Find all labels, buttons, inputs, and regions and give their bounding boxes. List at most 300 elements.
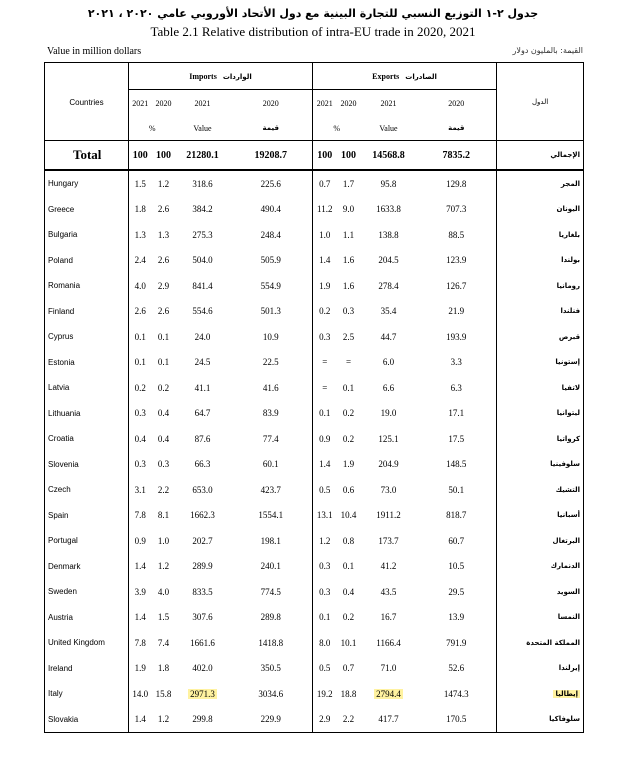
exp-val-2020-cell bbox=[417, 197, 497, 223]
exp-pct-2020-cell bbox=[337, 197, 361, 223]
exp-val-2020-cell bbox=[417, 324, 497, 350]
country-name-en: Spain bbox=[48, 510, 69, 520]
imp-pct-2021: 2.4 bbox=[134, 255, 146, 266]
exp-val-2021-cell bbox=[361, 248, 417, 274]
table-row bbox=[45, 248, 584, 274]
imp-pct-2021-cell bbox=[129, 579, 152, 605]
country-name-en: Finland bbox=[48, 306, 75, 316]
total-exp-val-2021: 14568.8 bbox=[361, 141, 417, 171]
exp-val-2021-cell bbox=[361, 197, 417, 223]
country-name-ar: بولندا bbox=[561, 256, 581, 265]
exp-pct-2020: 10.4 bbox=[340, 510, 357, 521]
exp-val-2021: 6.0 bbox=[382, 357, 395, 368]
country-name-ar: سلوفاكيا bbox=[549, 715, 581, 724]
country-name-ar-cell bbox=[497, 681, 584, 707]
exp-pct-2021: 0.7 bbox=[319, 178, 331, 189]
imp-year-2021: 2021 bbox=[129, 90, 152, 117]
imports-header-en: Imports bbox=[189, 71, 217, 81]
imp-pct-2021: 1.4 bbox=[134, 612, 146, 623]
imp-pct-2021: 0.3 bbox=[134, 459, 146, 470]
exp-pct-2021: 1.9 bbox=[319, 280, 331, 291]
country-name-en-cell bbox=[45, 273, 129, 299]
imp-pct-2021-cell bbox=[129, 554, 152, 580]
total-imp-val-2021: 21280.1 bbox=[176, 141, 230, 171]
exp-pct-2020: 1.6 bbox=[342, 255, 355, 266]
exp-val-2021: 204.9 bbox=[378, 459, 399, 470]
exp-pct-2020: 9.0 bbox=[342, 204, 355, 215]
country-name-ar: المملكة المتحدة bbox=[526, 638, 581, 647]
imp-pct-2021: 3.9 bbox=[134, 586, 146, 597]
country-name-en: Croatia bbox=[48, 434, 74, 444]
exp-pct-2021: 0.5 bbox=[319, 663, 331, 674]
exp-val-2020: 50.1 bbox=[448, 484, 465, 495]
country-name-ar-cell bbox=[497, 656, 584, 682]
imp-pct-2021-cell bbox=[129, 248, 152, 274]
imp-val-2021-cell bbox=[176, 477, 230, 503]
exp-pct-2021: 1.4 bbox=[319, 459, 331, 470]
exp-pct-2020-cell bbox=[337, 170, 361, 197]
exp-val-2021-cell bbox=[361, 477, 417, 503]
exp-val-2021: 173.7 bbox=[378, 535, 399, 546]
exp-val-2021: 44.7 bbox=[380, 331, 397, 342]
exp-val-2020-cell bbox=[417, 452, 497, 478]
exp-val-2020-cell bbox=[417, 401, 497, 427]
exp-val-2021-cell bbox=[361, 707, 417, 733]
exp-pct-2020-cell bbox=[337, 605, 361, 631]
imp-pct-2020: 8.1 bbox=[157, 510, 170, 521]
imp-val-2020-cell bbox=[230, 299, 313, 325]
total-imp-pct-2021: 100 bbox=[129, 141, 152, 171]
imp-pct-2021: 1.3 bbox=[134, 229, 146, 240]
exp-pct-2021-cell bbox=[313, 324, 337, 350]
table-row bbox=[45, 324, 584, 350]
country-name-en: Estonia bbox=[48, 357, 75, 367]
exp-val-2020-cell bbox=[417, 222, 497, 248]
exp-pct-2021: 0.1 bbox=[319, 612, 331, 623]
country-name-en: Romania bbox=[48, 281, 81, 291]
imp-val-2021: 384.2 bbox=[192, 204, 213, 215]
country-name-ar-cell bbox=[497, 299, 584, 325]
country-name-ar-cell bbox=[497, 197, 584, 223]
exp-pct-2021-cell bbox=[313, 273, 337, 299]
imp-pct-2020-cell bbox=[152, 605, 176, 631]
country-name-en-cell bbox=[45, 375, 129, 401]
exp-pct-2021-cell bbox=[313, 401, 337, 427]
exp-val-2021-cell bbox=[361, 375, 417, 401]
imp-pct-2020: 1.2 bbox=[157, 561, 170, 572]
imp-val-2020-cell bbox=[230, 197, 313, 223]
imp-pct-2021-cell bbox=[129, 375, 152, 401]
country-name-ar-cell bbox=[497, 605, 584, 631]
imp-val-2020: 248.4 bbox=[260, 229, 281, 240]
exp-val-2021-cell bbox=[361, 426, 417, 452]
exp-pct-2020: 18.8 bbox=[340, 688, 357, 699]
imp-val-2020: 289.8 bbox=[260, 612, 281, 623]
imp-pct-2021-cell bbox=[129, 630, 152, 656]
exp-pct-2020: 1.6 bbox=[342, 280, 355, 291]
imp-val-2021-cell bbox=[176, 299, 230, 325]
total-exp-pct-2020: 100 bbox=[337, 141, 361, 171]
imp-pct-2020: 2.6 bbox=[157, 204, 170, 215]
country-name-ar: اليونان bbox=[556, 205, 581, 214]
exp-val-2021: 1911.2 bbox=[376, 510, 401, 521]
exp-pct-2021-cell bbox=[313, 477, 337, 503]
imp-val-2021-cell bbox=[176, 273, 230, 299]
imp-pct-2021-cell bbox=[129, 477, 152, 503]
country-name-en: Lithuania bbox=[48, 408, 81, 418]
table-row bbox=[45, 681, 584, 707]
exp-val-2020: 21.9 bbox=[448, 306, 465, 317]
exp-val-2020-cell bbox=[417, 579, 497, 605]
exp-pct-2020-cell bbox=[337, 528, 361, 554]
exp-pct-2021: 0.3 bbox=[319, 561, 331, 572]
imp-pct-2021: 7.8 bbox=[134, 510, 146, 521]
imp-val-2021-cell bbox=[176, 579, 230, 605]
exp-val-2021: 71.0 bbox=[380, 663, 397, 674]
country-name-en-cell bbox=[45, 426, 129, 452]
imp-pct-2021-cell bbox=[129, 707, 152, 733]
country-name-ar: إيطاليا bbox=[555, 689, 579, 698]
exp-pct-2020-cell bbox=[337, 273, 361, 299]
imp-pct-2021: 1.8 bbox=[134, 204, 146, 215]
imp-pct-2020-cell bbox=[152, 299, 176, 325]
exp-val-2021: 417.7 bbox=[378, 714, 399, 725]
imp-val-2020-cell bbox=[230, 248, 313, 274]
exp-val-2020: 88.5 bbox=[448, 229, 465, 240]
imp-pct-2021: 0.4 bbox=[134, 433, 146, 444]
exp-val-2021-cell bbox=[361, 324, 417, 350]
imp-val-2021: 307.6 bbox=[192, 612, 213, 623]
exp-val-2020: 52.6 bbox=[448, 663, 465, 674]
imp-pct-2020-cell bbox=[152, 477, 176, 503]
exp-pct-2021-cell bbox=[313, 452, 337, 478]
exp-pct-2020: 0.2 bbox=[342, 612, 355, 623]
exp-val-2021: 43.5 bbox=[380, 586, 397, 597]
imp-val-2021: 554.6 bbox=[192, 306, 213, 317]
country-name-en: Ireland bbox=[48, 663, 73, 673]
imp-val-2020-cell bbox=[230, 630, 313, 656]
imp-pct-2020-cell bbox=[152, 222, 176, 248]
imp-pct-2021: 0.3 bbox=[134, 408, 146, 419]
country-name-en-cell bbox=[45, 681, 129, 707]
imp-val-2020: 3034.6 bbox=[258, 688, 284, 699]
table-row bbox=[45, 477, 584, 503]
exp-val-2020: 60.7 bbox=[448, 535, 465, 546]
imp-pct-2020: 0.4 bbox=[157, 433, 170, 444]
country-name-en: Latvia bbox=[48, 383, 70, 393]
imp-pct-2021-cell bbox=[129, 299, 152, 325]
total-imp-val-2020: 19208.7 bbox=[230, 141, 313, 171]
exp-val-2020-cell bbox=[417, 681, 497, 707]
exp-pct-2021: 0.3 bbox=[319, 586, 331, 597]
exp-val-2020: 791.9 bbox=[446, 637, 467, 648]
table-row bbox=[45, 197, 584, 223]
table-row bbox=[45, 222, 584, 248]
country-name-ar: إيرلندا bbox=[558, 664, 581, 673]
exp-pct-2021-cell bbox=[313, 170, 337, 197]
exp-pct-2020: 0.1 bbox=[342, 382, 355, 393]
country-name-en-cell bbox=[45, 324, 129, 350]
exp-val-2021: 1633.8 bbox=[376, 204, 401, 215]
exp-pct-2021-cell bbox=[313, 248, 337, 274]
exp-pct-2020-cell bbox=[337, 681, 361, 707]
exp-pct-2020-cell bbox=[337, 503, 361, 529]
imp-val-2021-cell bbox=[176, 248, 230, 274]
exp-pct-2020: 0.4 bbox=[342, 586, 355, 597]
imp-val-2020: 22.5 bbox=[262, 357, 279, 368]
imp-val-2020: 490.4 bbox=[260, 204, 281, 215]
exp-pct-2020-cell bbox=[337, 426, 361, 452]
exp-val-2021: 125.1 bbox=[378, 433, 399, 444]
imp-pct-2020: 1.3 bbox=[157, 229, 170, 240]
imp-val-2020: 229.9 bbox=[260, 714, 281, 725]
total-row bbox=[45, 141, 584, 171]
table-row bbox=[45, 375, 584, 401]
imp-val-2021: 64.7 bbox=[194, 408, 211, 419]
imp-pct-2021-cell bbox=[129, 401, 152, 427]
exp-val-2021: 278.4 bbox=[378, 280, 399, 291]
exp-pct-2021: 0.3 bbox=[319, 331, 331, 342]
exp-val-2020: 123.9 bbox=[446, 255, 467, 266]
country-name-en: Czech bbox=[48, 485, 71, 495]
exp-pct-2021: 0.1 bbox=[319, 408, 331, 419]
exp-pct-2020-cell bbox=[337, 579, 361, 605]
exp-val-2020: 126.7 bbox=[446, 280, 467, 291]
exp-val-2020-cell bbox=[417, 170, 497, 197]
exp-pct-2021: 11.2 bbox=[317, 204, 333, 215]
exp-val-2021-cell bbox=[361, 452, 417, 478]
exp-pct-2021-cell bbox=[313, 605, 337, 631]
country-name-en: Portugal bbox=[48, 536, 78, 546]
country-name-ar-cell bbox=[497, 477, 584, 503]
exp-val-2021-cell bbox=[361, 579, 417, 605]
country-name-en-cell bbox=[45, 528, 129, 554]
imp-pct-2020-cell bbox=[152, 401, 176, 427]
exp-pct-2021: 0.2 bbox=[319, 306, 331, 317]
exp-pct-2021-cell bbox=[313, 707, 337, 733]
country-name-en-cell bbox=[45, 477, 129, 503]
country-name-ar-cell bbox=[497, 554, 584, 580]
exp-pct-2021-cell bbox=[313, 656, 337, 682]
imp-val-2020: 41.6 bbox=[262, 382, 279, 393]
imp-val-2021: 318.6 bbox=[192, 178, 213, 189]
country-name-ar: النمسا bbox=[557, 613, 581, 622]
country-name-ar: رومانيا bbox=[556, 281, 581, 290]
unit-label-english: Value in million dollars bbox=[47, 46, 142, 57]
exp-val-2020-cell bbox=[417, 503, 497, 529]
imp-val-2020: 10.9 bbox=[262, 331, 279, 342]
exp-pct-2021-cell bbox=[313, 528, 337, 554]
exp-val-2021-cell bbox=[361, 681, 417, 707]
exp-val-2020: 6.3 bbox=[450, 382, 462, 393]
country-name-en-cell bbox=[45, 401, 129, 427]
exp-val-2021-cell bbox=[361, 503, 417, 529]
imp-pct-2020-cell bbox=[152, 273, 176, 299]
imp-val-2020: 554.9 bbox=[260, 280, 281, 291]
imp-val-2021-cell bbox=[176, 324, 230, 350]
imp-pct-2020: 7.4 bbox=[157, 637, 170, 648]
imp-val-2021-cell bbox=[176, 503, 230, 529]
country-name-ar-cell bbox=[497, 401, 584, 427]
exp-val-2020: 148.5 bbox=[446, 459, 467, 470]
exp-val-2020-cell bbox=[417, 350, 497, 376]
imp-pct-2020-cell bbox=[152, 503, 176, 529]
exp-val-2020: 707.3 bbox=[446, 204, 467, 215]
imp-pct-2020-cell bbox=[152, 630, 176, 656]
imp-pct-2020-cell bbox=[152, 248, 176, 274]
exp-pct-2020: 10.1 bbox=[340, 637, 357, 648]
exp-val-2021-cell bbox=[361, 528, 417, 554]
exp-val-2021: 204.5 bbox=[378, 255, 399, 266]
exp-pct-2020-cell bbox=[337, 707, 361, 733]
imp-value-header: Value bbox=[193, 123, 212, 133]
total-exp-pct-2021: 100 bbox=[313, 141, 337, 171]
imp-val-2021-cell bbox=[176, 528, 230, 554]
table-row bbox=[45, 503, 584, 529]
imp-pct-2020: 15.8 bbox=[155, 688, 172, 699]
total-label: Total bbox=[45, 141, 129, 171]
exp-pct-2020-cell bbox=[337, 324, 361, 350]
exp-pct-2020-cell bbox=[337, 222, 361, 248]
imp-pct-2020: 1.2 bbox=[157, 178, 170, 189]
imp-val-2021: 87.6 bbox=[194, 433, 211, 444]
exp-pct-2021: 13.1 bbox=[316, 510, 333, 521]
country-name-ar-cell bbox=[497, 375, 584, 401]
country-name-en-cell bbox=[45, 630, 129, 656]
imp-val-2020: 240.1 bbox=[260, 561, 281, 572]
table-row bbox=[45, 656, 584, 682]
imp-pct-2020-cell bbox=[152, 324, 176, 350]
total-label-ar: الإجمالي bbox=[497, 141, 584, 171]
exp-pct-2020: 2.2 bbox=[342, 714, 355, 725]
imp-val-2020: 60.1 bbox=[262, 459, 279, 470]
country-name-ar-cell bbox=[497, 222, 584, 248]
exp-pct-2021: 1.2 bbox=[319, 535, 331, 546]
countries-header: Countries bbox=[69, 97, 104, 107]
exp-pct-2021-cell bbox=[313, 222, 337, 248]
imp-val-2021-cell bbox=[176, 681, 230, 707]
exp-val-2021-cell bbox=[361, 222, 417, 248]
exp-pct-2020: 0.7 bbox=[342, 663, 355, 674]
exp-val-2020: 17.1 bbox=[448, 408, 465, 419]
exp-pct-2020: 0.3 bbox=[342, 306, 355, 317]
imp-val-2021-cell bbox=[176, 350, 230, 376]
exp-pct-2020: 2.5 bbox=[342, 331, 355, 342]
country-name-ar: لاتفيا bbox=[561, 383, 581, 392]
imp-pct-2020: 4.0 bbox=[157, 586, 170, 597]
country-name-ar-cell bbox=[497, 707, 584, 733]
exp-value-header: Value bbox=[379, 123, 398, 133]
table-row bbox=[45, 707, 584, 733]
imp-val-2020: 83.9 bbox=[262, 408, 279, 419]
imp-val-2021: 841.4 bbox=[192, 280, 213, 291]
country-name-en-cell bbox=[45, 222, 129, 248]
table-row bbox=[45, 579, 584, 605]
exp-val-2020: 3.3 bbox=[450, 357, 462, 368]
imp-val-2020-cell bbox=[230, 681, 313, 707]
exp-val-2021-cell bbox=[361, 554, 417, 580]
country-name-ar: الدنمارك bbox=[550, 562, 581, 571]
exp-val-2020-cell bbox=[417, 605, 497, 631]
imp-pct-2020: 0.4 bbox=[157, 408, 170, 419]
imp-pct-2021: 1.9 bbox=[134, 663, 146, 674]
exp-pct-2021-cell bbox=[313, 197, 337, 223]
country-name-en: Austria bbox=[48, 612, 73, 622]
imp-val-2020-cell bbox=[230, 452, 313, 478]
exp-val-2020-cell bbox=[417, 248, 497, 274]
exp-val-2021: 1166.4 bbox=[376, 637, 401, 648]
imp-pct-2021: 1.4 bbox=[134, 561, 146, 572]
imp-val-2021: 41.1 bbox=[194, 382, 211, 393]
imp-pct-2020-cell bbox=[152, 452, 176, 478]
imp-pct-2021-cell bbox=[129, 222, 152, 248]
imp-pct-2020: 1.0 bbox=[157, 535, 170, 546]
exp-val-2021: 6.6 bbox=[382, 382, 395, 393]
exp-val-2020: 17.5 bbox=[448, 433, 465, 444]
imp-pct-2020: 2.6 bbox=[157, 255, 170, 266]
imp-val-2020-cell bbox=[230, 477, 313, 503]
country-name-en-cell bbox=[45, 452, 129, 478]
imp-pct-2020-cell bbox=[152, 375, 176, 401]
imp-pct-2021-cell bbox=[129, 273, 152, 299]
imp-val-2020-cell bbox=[230, 656, 313, 682]
imp-pct-2021-cell bbox=[129, 528, 152, 554]
imports-header bbox=[129, 63, 313, 90]
country-name-ar: ليتوانيا bbox=[556, 409, 581, 418]
country-name-en: Greece bbox=[48, 204, 75, 214]
exp-pct-2021: 2.9 bbox=[319, 714, 331, 725]
imp-val-2020: 505.9 bbox=[260, 255, 281, 266]
country-name-en-cell bbox=[45, 299, 129, 325]
exp-val-2021-cell bbox=[361, 605, 417, 631]
country-name-en: Hungary bbox=[48, 179, 79, 189]
imp-val-2020-cell bbox=[230, 554, 313, 580]
imp-pct-2021: 0.2 bbox=[134, 382, 146, 393]
country-name-en-cell bbox=[45, 503, 129, 529]
imp-val-year-2020: 2020 bbox=[262, 98, 279, 108]
imp-val-2021-cell bbox=[176, 630, 230, 656]
imp-val-2020: 225.6 bbox=[260, 178, 281, 189]
imp-pct-2021: 7.8 bbox=[134, 637, 146, 648]
imp-pct-2020-cell bbox=[152, 197, 176, 223]
imp-val-2020-cell bbox=[230, 222, 313, 248]
imp-pct-2021: 1.5 bbox=[134, 178, 146, 189]
imp-val-2020: 1554.1 bbox=[258, 510, 284, 521]
exp-pct-2021: 1.4 bbox=[319, 255, 331, 266]
imp-val-2021-cell bbox=[176, 197, 230, 223]
imp-val-2020-cell bbox=[230, 273, 313, 299]
countries-header-ar: الدول bbox=[531, 97, 549, 106]
country-name-ar: التشيك bbox=[555, 485, 581, 494]
country-name-en-cell bbox=[45, 579, 129, 605]
imp-pct-2021-cell bbox=[129, 656, 152, 682]
imp-val-2021-cell bbox=[176, 426, 230, 452]
exp-pct-2021: = bbox=[322, 357, 328, 368]
exp-pct-2021: 8.0 bbox=[319, 637, 331, 648]
exp-val-2020-cell bbox=[417, 375, 497, 401]
imp-val-2021: 1662.3 bbox=[190, 510, 215, 521]
country-name-en-cell bbox=[45, 554, 129, 580]
exp-pct-2021: 1.0 bbox=[319, 229, 331, 240]
country-name-ar: قبرص bbox=[558, 332, 581, 341]
unit-label-arabic: القيمة: بالمليون دولار bbox=[512, 46, 583, 55]
country-name-ar: أسبانيا bbox=[557, 511, 581, 520]
imp-val-2021: 24.5 bbox=[194, 357, 211, 368]
imp-pct-2021: 0.9 bbox=[134, 535, 146, 546]
imp-val-2020-cell bbox=[230, 528, 313, 554]
exp-pct-2021-cell bbox=[313, 579, 337, 605]
exp-year-2020: 2020 bbox=[340, 98, 357, 108]
